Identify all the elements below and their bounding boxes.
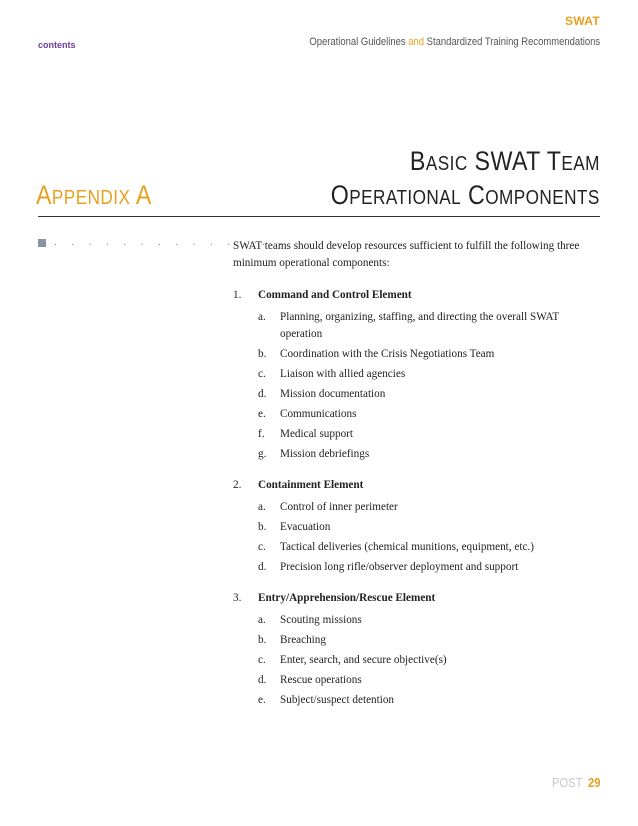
- appendix-label: [36, 180, 152, 211]
- item-letter: d.: [258, 674, 267, 686]
- list-item: [258, 406, 603, 423]
- section-number: 2.: [233, 479, 242, 491]
- item-text: Communications: [280, 408, 357, 420]
- item-letter: b.: [258, 634, 267, 646]
- section-title: Containment Element: [258, 479, 364, 491]
- list-item: [258, 309, 603, 343]
- title-2-rest: PERATIONAL: [349, 187, 462, 209]
- title-line-2: [331, 180, 600, 211]
- title-2-end: OMPONENTS: [485, 187, 600, 209]
- title-line-1: [410, 146, 600, 177]
- item-text: Rescue operations: [280, 674, 362, 686]
- item-letter: g.: [258, 448, 267, 460]
- item-letter: a.: [258, 614, 266, 626]
- item-text: Evacuation: [280, 521, 331, 533]
- list-item: [258, 426, 603, 443]
- section-heading: [233, 590, 603, 607]
- header-org: SWAT: [565, 14, 600, 28]
- section-title: Entry/Apprehension/Rescue Element: [258, 592, 436, 604]
- subtitle-and: and: [408, 36, 424, 48]
- item-text: Liaison with allied agencies: [280, 368, 406, 380]
- item-text: Control of inner perimeter: [280, 501, 398, 513]
- title-rule: [38, 216, 600, 217]
- list-item: [258, 632, 603, 649]
- item-letter: f.: [258, 428, 265, 440]
- item-letter: d.: [258, 561, 267, 573]
- leader-dots: . . . . . . . . . . . . . .: [54, 236, 288, 248]
- item-list: [233, 499, 603, 576]
- section: [233, 477, 603, 576]
- item-letter: a.: [258, 501, 266, 513]
- main-content: [233, 238, 603, 723]
- title-1-end: EAM: [561, 153, 600, 175]
- title-2-mid: C: [461, 180, 486, 210]
- subtitle-part2: Standardized Training Recommendations: [423, 36, 600, 48]
- appendix-letter: A: [130, 180, 152, 210]
- item-list: [233, 309, 603, 463]
- item-text: Breaching: [280, 634, 326, 646]
- item-text: Mission debriefings: [280, 448, 370, 460]
- intro-paragraph: SWAT teams should develop resources sufficient to fulfill the following three minimum operational components:: [233, 240, 580, 269]
- item-letter: d.: [258, 388, 267, 400]
- list-item: [258, 672, 603, 689]
- item-text: Precision long rifle/observer deployment and support: [280, 561, 519, 573]
- list-item: [258, 346, 603, 363]
- item-text: Scouting missions: [280, 614, 362, 626]
- item-letter: a.: [258, 311, 266, 323]
- item-text: Medical support: [280, 428, 354, 440]
- subtitle-part1: Operational Guidelines: [309, 36, 409, 48]
- list-item: [258, 692, 603, 709]
- item-letter: e.: [258, 694, 266, 706]
- list-item: [258, 499, 603, 516]
- list-item: [258, 559, 603, 576]
- list-item: [258, 366, 603, 383]
- title-2-cap: O: [331, 180, 350, 210]
- contents-link[interactable]: contents: [38, 40, 76, 50]
- item-text: Coordination with the Crisis Negotiations Team: [280, 348, 495, 360]
- list-item: [258, 652, 603, 669]
- section: [233, 590, 603, 709]
- header-subtitle: [309, 36, 600, 48]
- sections-list: [233, 287, 603, 709]
- section-heading: [233, 287, 603, 304]
- title-1-mid: SWAT T: [467, 146, 562, 176]
- item-text: Enter, search, and secure objective(s): [280, 654, 447, 666]
- list-item: [258, 612, 603, 629]
- section-number: 3.: [233, 592, 242, 604]
- section-heading: [233, 477, 603, 494]
- item-letter: b.: [258, 521, 267, 533]
- appendix-cap: A: [36, 180, 52, 210]
- footer-org: POST: [551, 775, 582, 790]
- section: [233, 287, 603, 463]
- square-bullet-icon: [38, 239, 46, 247]
- item-letter: c.: [258, 368, 266, 380]
- item-text: Planning, organizing, staffing, and directing the overall SWAT operation: [280, 311, 560, 340]
- list-item: [258, 386, 603, 403]
- item-list: [233, 612, 603, 709]
- title-1-rest: ASIC: [425, 153, 468, 175]
- item-text: Subject/suspect detention: [280, 694, 395, 706]
- item-letter: b.: [258, 348, 267, 360]
- item-text: Tactical deliveries (chemical munitions, equipment, etc.): [280, 541, 534, 553]
- section-number: 1.: [233, 289, 242, 301]
- item-letter: c.: [258, 541, 266, 553]
- title-1-cap: B: [410, 146, 426, 176]
- appendix-rest: PPENDIX: [51, 187, 131, 209]
- section-title: Command and Control Element: [258, 289, 412, 301]
- item-letter: e.: [258, 408, 266, 420]
- list-item: [258, 446, 603, 463]
- list-item: [258, 539, 603, 556]
- item-text: Mission documentation: [280, 388, 386, 400]
- item-letter: c.: [258, 654, 266, 666]
- page-number: 29: [587, 775, 600, 790]
- list-item: [258, 519, 603, 536]
